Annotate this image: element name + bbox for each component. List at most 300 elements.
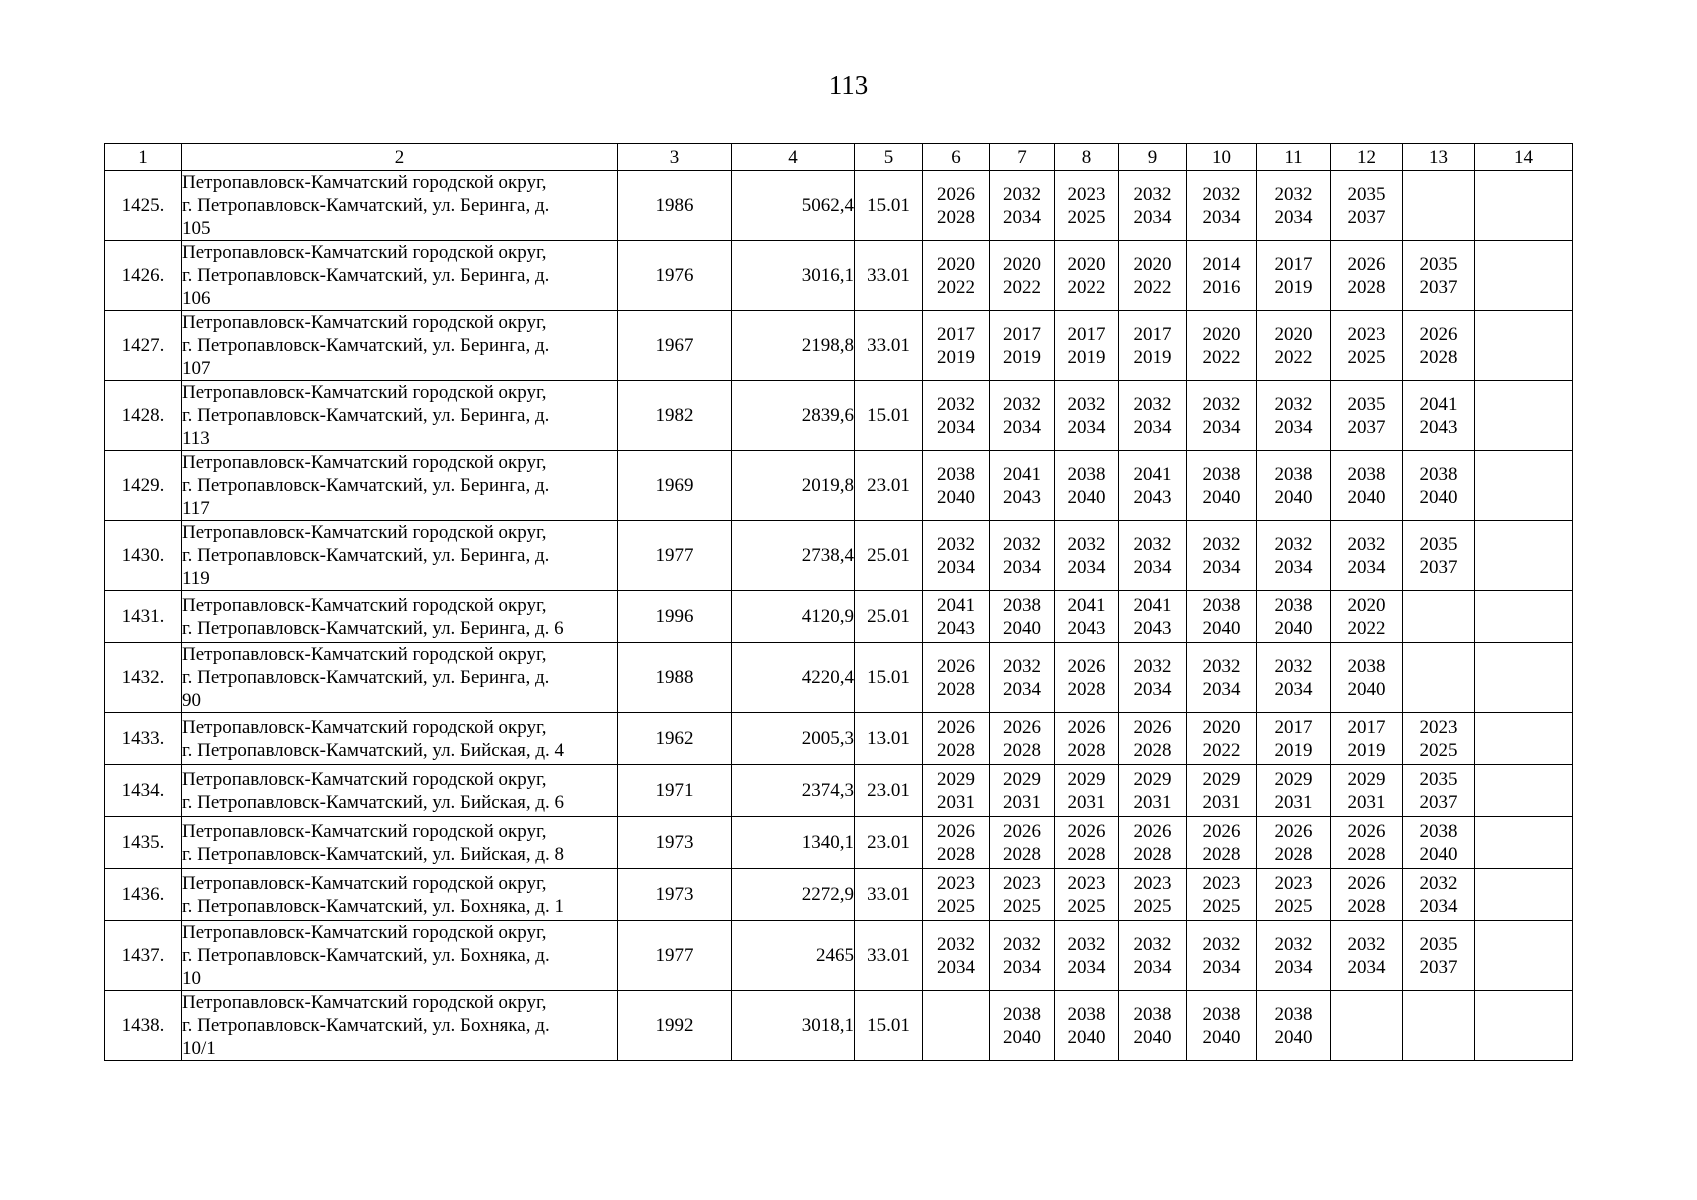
- period-year: 2041: [1133, 463, 1172, 485]
- period-year: 2040: [1274, 1026, 1313, 1048]
- period-cell: [1403, 765, 1475, 817]
- period-year: 2022: [1274, 346, 1313, 368]
- period-year: 2014: [1202, 253, 1241, 275]
- period-year: 2034: [1347, 556, 1386, 578]
- period-year: 2032: [1003, 655, 1041, 677]
- period-year: 2032: [1202, 655, 1241, 677]
- period-year: 2032: [1202, 933, 1241, 955]
- period-cell: [1119, 643, 1187, 713]
- period-year: 2028: [1419, 346, 1458, 368]
- period-year: 2038: [1347, 463, 1386, 485]
- table-row: [105, 765, 1573, 817]
- area-value: 2465: [732, 921, 855, 991]
- period-year: 2023: [1202, 872, 1241, 894]
- period-year: 2034: [1133, 206, 1172, 228]
- period-cell: [1257, 241, 1331, 311]
- address-cell: [182, 713, 618, 765]
- period-year: 2043: [1419, 416, 1458, 438]
- period-year: 2028: [937, 206, 975, 228]
- period-year: 2034: [1274, 206, 1313, 228]
- address-line: Петропавловск-Камчатский городской округ,: [182, 382, 547, 403]
- period-year: 2028: [1003, 739, 1041, 761]
- period-year: 2023: [1067, 872, 1106, 894]
- type-code: 23.01: [855, 451, 923, 521]
- build-year: 1992: [618, 991, 732, 1061]
- address-line: г. Петропавловск-Камчатский, ул. Беринга, д.: [182, 265, 550, 286]
- period-year: 2017: [937, 323, 975, 345]
- table-row: [105, 921, 1573, 991]
- period-cell: [1187, 765, 1257, 817]
- area-value: 3018,1: [732, 991, 855, 1061]
- area-value: 1340,1: [732, 817, 855, 869]
- period-year: 2019: [1274, 276, 1313, 298]
- period-year: 2034: [1274, 416, 1313, 438]
- period-cell: [1403, 713, 1475, 765]
- address-line: Петропавловск-Камчатский городской округ,: [182, 452, 547, 473]
- period-cell: [923, 241, 990, 311]
- address-cell: [182, 991, 618, 1061]
- period-year: 2028: [1347, 843, 1386, 865]
- period-cell: [1475, 817, 1573, 869]
- period-year: 2023: [1419, 716, 1458, 738]
- period-cell: [1403, 311, 1475, 381]
- period-year: 2017: [1067, 323, 1106, 345]
- period-cell: [1403, 381, 1475, 451]
- period-year: 2032: [1274, 183, 1313, 205]
- period-year: 2032: [937, 933, 975, 955]
- period-cell: [1331, 311, 1403, 381]
- period-year: 2034: [1133, 556, 1172, 578]
- table-row: [105, 713, 1573, 765]
- period-cell: [1119, 817, 1187, 869]
- period-year: 2032: [1003, 933, 1041, 955]
- period-cell: [1403, 643, 1475, 713]
- period-year: 2023: [937, 872, 975, 894]
- address-line: 119: [182, 568, 210, 589]
- period-cell: [1119, 991, 1187, 1061]
- column-header: 6: [923, 144, 990, 171]
- period-cell: [1119, 381, 1187, 451]
- address-line: г. Петропавловск-Камчатский, ул. Беринга, д.: [182, 195, 550, 216]
- table-row: [105, 991, 1573, 1061]
- period-year: 2026: [1347, 820, 1386, 842]
- period-cell: [1475, 921, 1573, 991]
- period-year: 2040: [1419, 486, 1458, 508]
- period-year: 2032: [1133, 393, 1172, 415]
- row-number: 1427.: [105, 311, 182, 381]
- period-cell: [1475, 451, 1573, 521]
- table-row: [105, 869, 1573, 921]
- period-year: 2040: [937, 486, 975, 508]
- period-year: 2025: [1202, 895, 1241, 917]
- address-line: Петропавловск-Камчатский городской округ,: [182, 768, 547, 790]
- type-code: 33.01: [855, 241, 923, 311]
- period-cell: [1119, 521, 1187, 591]
- period-cell: [1055, 817, 1119, 869]
- build-year: 1976: [618, 241, 732, 311]
- period-year: 2023: [1347, 323, 1386, 345]
- address-line: 10: [182, 968, 201, 989]
- period-cell: [1331, 765, 1403, 817]
- period-cell: [923, 765, 990, 817]
- period-cell: [1257, 765, 1331, 817]
- address-line: Петропавловск-Камчатский городской округ,: [182, 172, 547, 193]
- period-year: 2040: [1347, 678, 1386, 700]
- period-year: 2020: [1274, 323, 1313, 345]
- period-year: 2040: [1067, 486, 1106, 508]
- column-header: 1: [105, 144, 182, 171]
- period-year: 2032: [1003, 533, 1041, 555]
- period-year: 2023: [1274, 872, 1313, 894]
- period-cell: [923, 381, 990, 451]
- period-year: 2038: [1419, 463, 1458, 485]
- period-cell: [1257, 713, 1331, 765]
- period-year: 2022: [1067, 276, 1106, 298]
- address-cell: [182, 241, 618, 311]
- period-cell: [1475, 591, 1573, 643]
- address-line: Петропавловск-Камчатский городской округ,: [182, 922, 547, 943]
- period-cell: [990, 991, 1055, 1061]
- period-cell: [1331, 521, 1403, 591]
- row-number: 1431.: [105, 591, 182, 643]
- period-year: 2028: [1133, 739, 1172, 761]
- period-year: 2040: [1202, 486, 1241, 508]
- period-year: 2035: [1419, 933, 1458, 955]
- address-cell: [182, 171, 618, 241]
- period-year: 2038: [937, 463, 975, 485]
- type-code: 33.01: [855, 869, 923, 921]
- period-year: 2032: [937, 393, 975, 415]
- period-cell: [1475, 521, 1573, 591]
- period-year: 2034: [1274, 956, 1313, 978]
- period-cell: [1055, 451, 1119, 521]
- period-year: 2038: [1274, 594, 1313, 616]
- period-cell: [1403, 451, 1475, 521]
- address-line: г. Петропавловск-Камчатский, ул. Бийская, д. 8: [182, 843, 565, 865]
- period-cell: [923, 921, 990, 991]
- period-cell: [1187, 381, 1257, 451]
- period-year: 2032: [937, 533, 975, 555]
- period-cell: [1055, 381, 1119, 451]
- period-year: 2041: [937, 594, 975, 616]
- type-code: 23.01: [855, 817, 923, 869]
- period-year: 2037: [1347, 416, 1386, 438]
- area-value: 2374,3: [732, 765, 855, 817]
- period-cell: [1403, 817, 1475, 869]
- registry-table: [104, 143, 1573, 1061]
- row-number: 1428.: [105, 381, 182, 451]
- period-cell: [1187, 591, 1257, 643]
- period-cell: [1187, 869, 1257, 921]
- period-year: 2037: [1419, 556, 1458, 578]
- period-year: 2040: [1202, 617, 1241, 639]
- row-number: 1429.: [105, 451, 182, 521]
- address-line: Петропавловск-Камчатский городской округ,: [182, 716, 547, 738]
- address-cell: [182, 381, 618, 451]
- period-cell: [1331, 591, 1403, 643]
- table-body: [105, 171, 1573, 1061]
- period-year: 2034: [1003, 416, 1041, 438]
- period-cell: [923, 643, 990, 713]
- address-line: г. Петропавловск-Камчатский, ул. Беринга, д.: [182, 335, 550, 356]
- period-cell: [1055, 765, 1119, 817]
- period-year: 2031: [1133, 791, 1172, 813]
- build-year: 1996: [618, 591, 732, 643]
- period-year: 2038: [1202, 463, 1241, 485]
- period-cell: [1187, 921, 1257, 991]
- build-year: 1971: [618, 765, 732, 817]
- table-row: [105, 171, 1573, 241]
- period-year: 2034: [1419, 895, 1458, 917]
- period-cell: [1187, 991, 1257, 1061]
- address-line: Петропавловск-Камчатский городской округ,: [182, 242, 547, 263]
- period-year: 2035: [1419, 768, 1458, 790]
- period-cell: [1187, 311, 1257, 381]
- period-cell: [1187, 171, 1257, 241]
- column-header: 9: [1119, 144, 1187, 171]
- area-value: 4120,9: [732, 591, 855, 643]
- address-line: г. Петропавловск-Камчатский, ул. Беринга, д.: [182, 545, 550, 566]
- period-year: 2043: [1133, 617, 1172, 639]
- period-year: 2031: [1003, 791, 1041, 813]
- period-year: 2029: [1274, 768, 1313, 790]
- period-year: 2038: [1202, 1003, 1241, 1025]
- period-year: 2038: [1003, 1003, 1041, 1025]
- period-cell: [1257, 171, 1331, 241]
- period-year: 2026: [1274, 820, 1313, 842]
- row-number: 1430.: [105, 521, 182, 591]
- period-year: 2034: [1202, 556, 1241, 578]
- period-year: 2032: [1274, 933, 1313, 955]
- period-cell: [1055, 311, 1119, 381]
- period-year: 2022: [1133, 276, 1172, 298]
- area-value: 5062,4: [732, 171, 855, 241]
- type-code: 15.01: [855, 171, 923, 241]
- period-year: 2032: [1003, 183, 1041, 205]
- build-year: 1969: [618, 451, 732, 521]
- column-header: 8: [1055, 144, 1119, 171]
- period-cell: [990, 765, 1055, 817]
- period-year: 2017: [1003, 323, 1041, 345]
- period-year: 2034: [1347, 956, 1386, 978]
- address-line: 10/1: [182, 1038, 216, 1059]
- period-year: 2028: [1274, 843, 1313, 865]
- period-year: 2035: [1419, 253, 1458, 275]
- period-year: 2043: [937, 617, 975, 639]
- period-year: 2025: [1003, 895, 1041, 917]
- period-year: 2043: [1003, 486, 1041, 508]
- period-cell: [1475, 713, 1573, 765]
- period-year: 2035: [1419, 533, 1458, 555]
- period-year: 2041: [1003, 463, 1041, 485]
- table-row: [105, 311, 1573, 381]
- row-number: 1434.: [105, 765, 182, 817]
- period-year: 2017: [1274, 253, 1313, 275]
- period-year: 2020: [1202, 716, 1241, 738]
- period-year: 2025: [1133, 895, 1172, 917]
- period-year: 2019: [1067, 346, 1106, 368]
- period-cell: [1055, 991, 1119, 1061]
- period-year: 2026: [1133, 716, 1172, 738]
- area-value: 4220,4: [732, 643, 855, 713]
- period-year: 2034: [1067, 556, 1106, 578]
- period-year: 2023: [1133, 872, 1172, 894]
- period-year: 2019: [937, 346, 975, 368]
- row-number: 1433.: [105, 713, 182, 765]
- period-year: 2031: [1067, 791, 1106, 813]
- build-year: 1962: [618, 713, 732, 765]
- address-cell: [182, 591, 618, 643]
- period-year: 2029: [1067, 768, 1106, 790]
- period-cell: [1187, 817, 1257, 869]
- period-year: 2032: [1419, 872, 1458, 894]
- build-year: 1973: [618, 817, 732, 869]
- period-year: 2034: [1133, 956, 1172, 978]
- period-cell: [990, 869, 1055, 921]
- period-year: 2029: [1202, 768, 1241, 790]
- area-value: 2839,6: [732, 381, 855, 451]
- type-code: 15.01: [855, 643, 923, 713]
- period-year: 2040: [1419, 843, 1458, 865]
- period-cell: [1403, 521, 1475, 591]
- period-year: 2034: [1003, 956, 1041, 978]
- period-year: 2034: [1274, 556, 1313, 578]
- period-year: 2034: [1003, 556, 1041, 578]
- period-cell: [1475, 311, 1573, 381]
- build-year: 1973: [618, 869, 732, 921]
- period-year: 2034: [1133, 416, 1172, 438]
- column-header: 7: [990, 144, 1055, 171]
- address-line: 105: [182, 218, 211, 239]
- address-line: г. Петропавловск-Камчатский, ул. Бийская, д. 4: [182, 739, 565, 761]
- address-line: 117: [182, 498, 210, 519]
- address-line: 107: [182, 358, 211, 379]
- period-year: 2029: [1003, 768, 1041, 790]
- period-year: 2038: [1347, 655, 1386, 677]
- period-year: 2032: [1347, 533, 1386, 555]
- period-year: 2020: [937, 253, 975, 275]
- type-code: 15.01: [855, 991, 923, 1061]
- address-line: Петропавловск-Камчатский городской округ,: [182, 992, 547, 1013]
- column-header: 2: [182, 144, 618, 171]
- period-cell: [1257, 591, 1331, 643]
- address-line: г. Петропавловск-Камчатский, ул. Беринга, д.: [182, 405, 550, 426]
- period-cell: [1119, 451, 1187, 521]
- period-year: 2020: [1003, 253, 1041, 275]
- period-cell: [1331, 817, 1403, 869]
- address-line: г. Петропавловск-Камчатский, ул. Бохняка, д.: [182, 1015, 550, 1036]
- period-year: 2032: [1347, 933, 1386, 955]
- period-cell: [1187, 521, 1257, 591]
- period-year: 2041: [1133, 594, 1172, 616]
- address-line: Петропавловск-Камчатский городской округ,: [182, 522, 547, 543]
- period-cell: [1119, 241, 1187, 311]
- period-year: 2019: [1003, 346, 1041, 368]
- address-cell: [182, 643, 618, 713]
- period-year: 2032: [1202, 533, 1241, 555]
- period-year: 2032: [1202, 183, 1241, 205]
- period-cell: [990, 241, 1055, 311]
- period-year: 2028: [1067, 678, 1106, 700]
- period-cell: [1119, 713, 1187, 765]
- period-year: 2022: [937, 276, 975, 298]
- period-year: 2023: [1067, 183, 1106, 205]
- header-row: [105, 144, 1573, 171]
- period-cell: [1475, 643, 1573, 713]
- period-year: 2022: [1202, 739, 1241, 761]
- address-cell: [182, 521, 618, 591]
- period-year: 2019: [1347, 739, 1386, 761]
- type-code: 25.01: [855, 521, 923, 591]
- period-year: 2034: [937, 556, 975, 578]
- column-header: 14: [1475, 144, 1573, 171]
- period-year: 2032: [1274, 655, 1313, 677]
- period-cell: [990, 171, 1055, 241]
- period-cell: [1403, 921, 1475, 991]
- period-year: 2032: [1202, 393, 1241, 415]
- period-year: 2040: [1202, 1026, 1241, 1048]
- build-year: 1986: [618, 171, 732, 241]
- period-cell: [923, 171, 990, 241]
- period-cell: [1403, 991, 1475, 1061]
- row-number: 1436.: [105, 869, 182, 921]
- period-cell: [1187, 451, 1257, 521]
- period-cell: [1331, 451, 1403, 521]
- period-year: 2038: [1274, 1003, 1313, 1025]
- period-cell: [923, 991, 990, 1061]
- period-year: 2028: [1003, 843, 1041, 865]
- period-year: 2028: [937, 843, 975, 865]
- period-year: 2041: [1067, 594, 1106, 616]
- period-year: 2025: [937, 895, 975, 917]
- period-year: 2040: [1274, 486, 1313, 508]
- period-year: 2028: [1067, 843, 1106, 865]
- period-year: 2032: [1067, 933, 1106, 955]
- period-cell: [1055, 643, 1119, 713]
- period-year: 2043: [1067, 617, 1106, 639]
- address-line: 113: [182, 428, 210, 449]
- period-year: 2028: [1202, 843, 1241, 865]
- period-year: 2026: [1067, 655, 1106, 677]
- column-header: 13: [1403, 144, 1475, 171]
- period-cell: [1187, 241, 1257, 311]
- row-number: 1435.: [105, 817, 182, 869]
- period-cell: [1119, 591, 1187, 643]
- period-cell: [1119, 921, 1187, 991]
- period-year: 2020: [1202, 323, 1241, 345]
- period-year: 2037: [1419, 956, 1458, 978]
- period-cell: [1475, 381, 1573, 451]
- period-year: 2032: [1133, 655, 1172, 677]
- period-cell: [1331, 171, 1403, 241]
- type-code: 13.01: [855, 713, 923, 765]
- period-cell: [990, 521, 1055, 591]
- period-year: 2026: [937, 820, 975, 842]
- address-line: Петропавловск-Камчатский городской округ,: [182, 872, 547, 894]
- period-year: 2032: [1067, 533, 1106, 555]
- period-cell: [1119, 765, 1187, 817]
- period-cell: [990, 591, 1055, 643]
- period-cell: [1403, 241, 1475, 311]
- period-year: 2034: [1202, 416, 1241, 438]
- period-year: 2037: [1419, 791, 1458, 813]
- period-year: 2038: [1133, 1003, 1172, 1025]
- period-year: 2038: [1067, 1003, 1106, 1025]
- period-cell: [1055, 713, 1119, 765]
- type-code: 15.01: [855, 381, 923, 451]
- period-year: 2032: [1133, 183, 1172, 205]
- address-line: Петропавловск-Камчатский городской округ,: [182, 312, 547, 333]
